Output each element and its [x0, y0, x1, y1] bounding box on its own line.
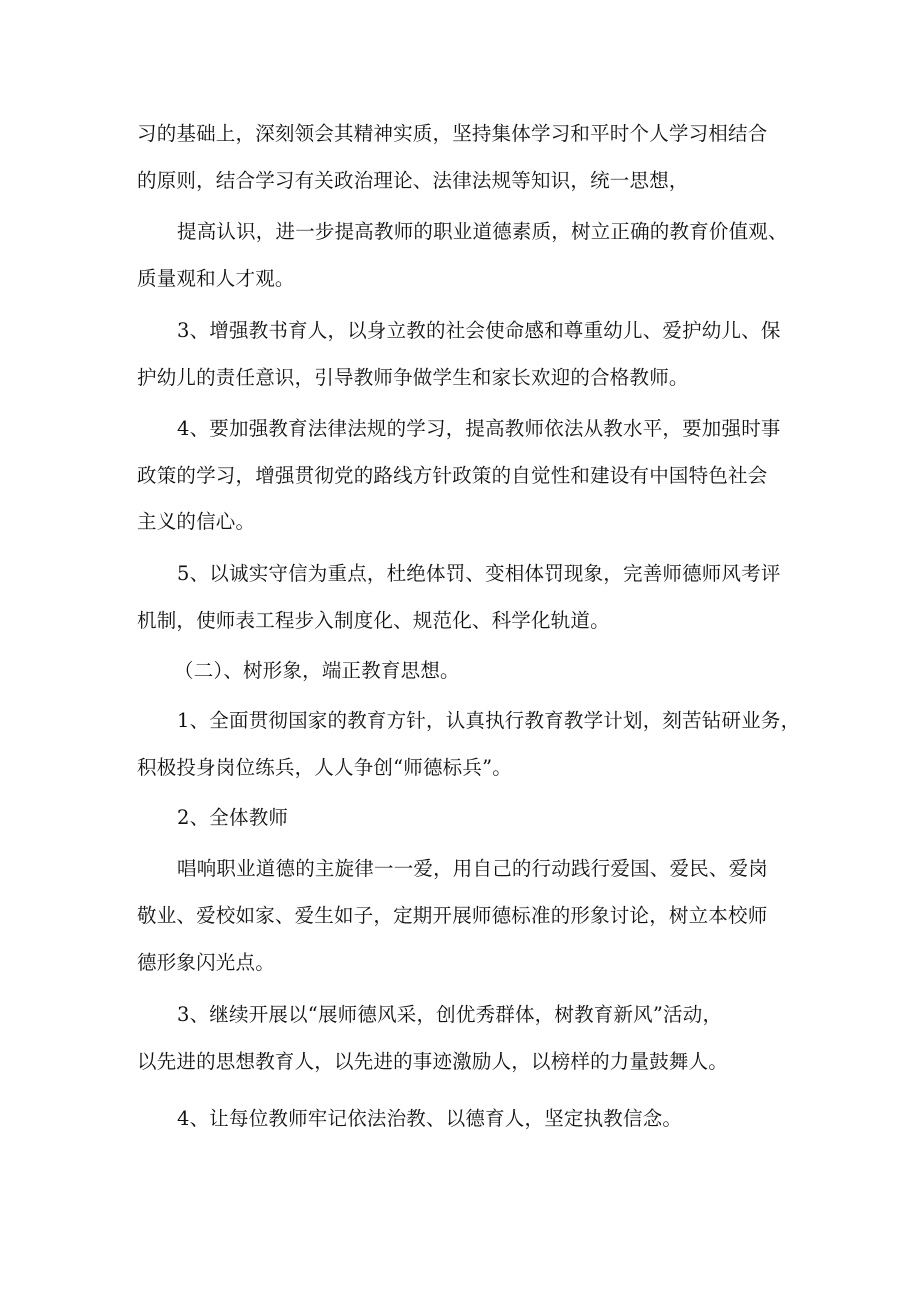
text-line: 4、让每位教师牢记依法治教、以德育人，坚定执教信念。	[177, 1107, 683, 1130]
text-line: 敬业、爱校如家、爱生如子，定期开展师德标准的形象讨论，树立本校师	[137, 904, 768, 927]
text-line: 护幼儿的责任意识，引导教师争做学生和家长欢迎的合格教师。	[137, 366, 689, 389]
text-line: 德形象闪光点。	[137, 951, 275, 974]
text-line: 提高认识，进一步提高教师的职业道德素质，树立正确的教育价值观、	[177, 220, 788, 243]
text-line: 积极投身岗位练兵，人人争创“师德标兵”。	[137, 756, 512, 779]
text-line: 的原则，结合学习有关政治理论、法律法规等知识，统一思想，	[137, 169, 689, 192]
text-line: 1、全面贯彻国家的教育方针，认真执行教育教学计划，刻苦钻研业务，	[177, 709, 801, 732]
text-line: 以先进的思想教育人，以先进的事迹激励人，以榜样的力量鼓舞人。	[137, 1050, 729, 1073]
text-line: 3、增强教书育人，以身立教的社会使命感和尊重幼儿、爱护幼儿、保	[177, 319, 781, 342]
text-line: 3、继续开展以“展师德风采，创优秀群体，树教育新风”活动，	[177, 1003, 723, 1026]
text-line: 4、要加强教育法律法规的学习，提高教师依法从教水平，要加强时事	[177, 417, 781, 440]
text-line: 质量观和人才观。	[137, 267, 295, 290]
text-line: 2、全体教师	[177, 806, 289, 829]
text-line: 政策的学习，增强贯彻党的路线方针政策的自觉性和建设有中国特色社会	[137, 464, 768, 487]
text-line: 唱响职业道德的主旋律一一爱，用自己的行动践行爱国、爱民、爱岗	[177, 857, 769, 880]
section-heading: （二）、树形象，端正教育思想。	[174, 659, 460, 682]
text-line: 机制，使师表工程步入制度化、规范化、科学化轨道。	[137, 609, 610, 632]
text-line: 5、以诚实守信为重点，杜绝体罚、变相体罚现象，完善师德师风考评	[177, 562, 781, 585]
text-line: 主义的信心。	[137, 510, 256, 533]
text-line: 习的基础上，深刻领会其精神实质，坚持集体学习和平时个人学习相结合	[137, 122, 768, 145]
